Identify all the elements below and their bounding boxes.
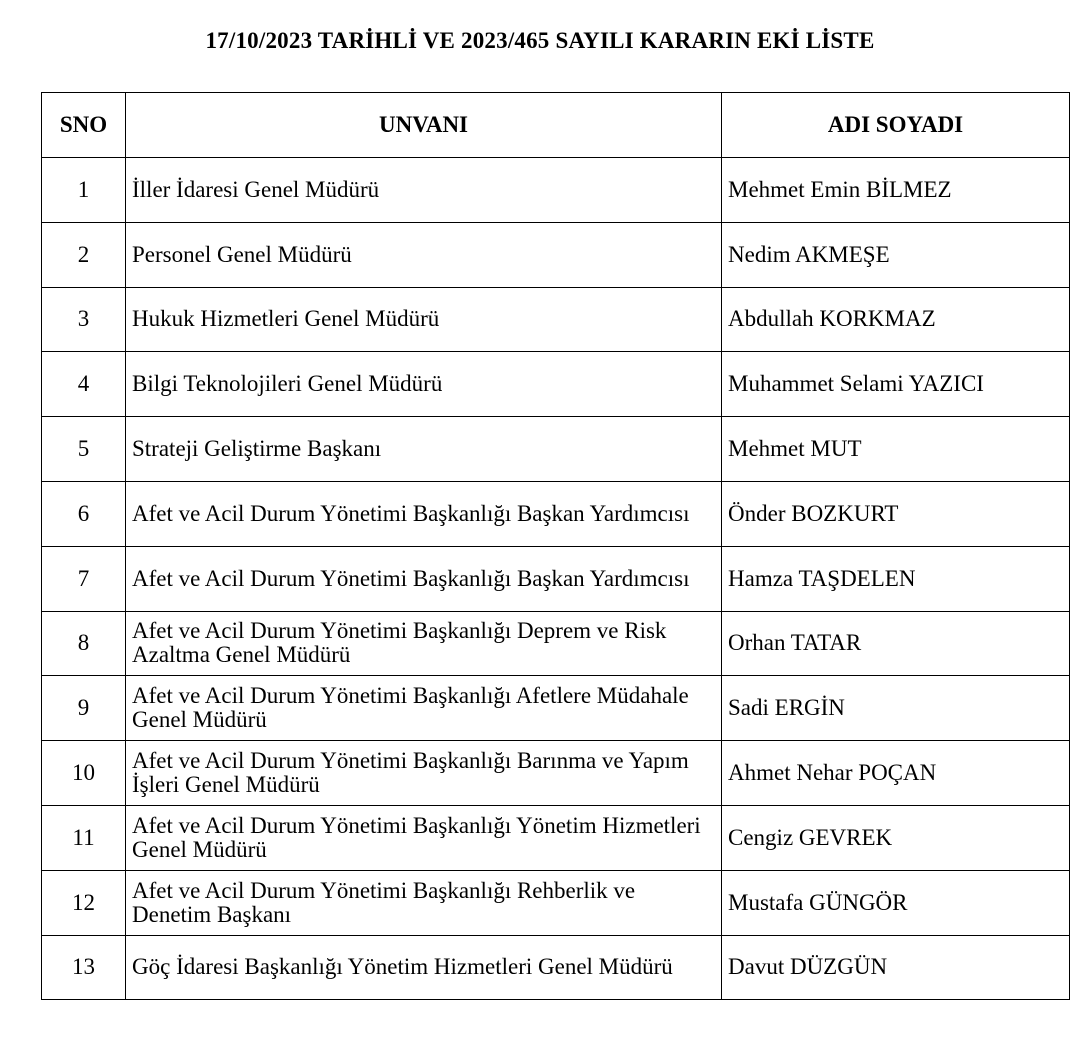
table-row	[42, 805, 1070, 870]
table-row	[42, 158, 1070, 223]
row-adi-soyadi: Abdullah KORKMAZ	[722, 287, 1070, 352]
row-sno: 10	[42, 741, 126, 806]
table-row	[42, 417, 1070, 482]
table-row	[42, 611, 1070, 676]
header-sno: SNO	[42, 93, 126, 158]
row-unvani: Afet ve Acil Durum Yönetimi Başkanlığı Yönetim Hizmetleri Genel Müdürü	[126, 805, 722, 870]
row-unvani: Afet ve Acil Durum Yönetimi Başkanlığı Başkan Yardımcısı	[126, 546, 722, 611]
row-sno: 7	[42, 546, 126, 611]
row-adi-soyadi: Muhammet Selami YAZICI	[722, 352, 1070, 417]
row-sno: 4	[42, 352, 126, 417]
row-sno: 11	[42, 805, 126, 870]
table-row	[42, 741, 1070, 806]
row-sno: 8	[42, 611, 126, 676]
row-unvani: Hukuk Hizmetleri Genel Müdürü	[126, 287, 722, 352]
appointment-list-table	[41, 92, 1070, 1000]
table-row	[42, 935, 1070, 1000]
row-adi-soyadi: Mehmet Emin BİLMEZ	[722, 158, 1070, 223]
row-unvani: Afet ve Acil Durum Yönetimi Başkanlığı Deprem ve Risk Azaltma Genel Müdürü	[126, 611, 722, 676]
header-unvani: UNVANI	[126, 93, 722, 158]
row-adi-soyadi: Sadi ERGİN	[722, 676, 1070, 741]
row-adi-soyadi: Hamza TAŞDELEN	[722, 546, 1070, 611]
row-sno: 1	[42, 158, 126, 223]
row-adi-soyadi: Orhan TATAR	[722, 611, 1070, 676]
row-unvani: Afet ve Acil Durum Yönetimi Başkanlığı Afetlere Müdahale Genel Müdürü	[126, 676, 722, 741]
row-unvani: Afet ve Acil Durum Yönetimi Başkanlığı Rehberlik ve Denetim Başkanı	[126, 870, 722, 935]
header-adi-soyadi: ADI SOYADI	[722, 93, 1070, 158]
row-unvani: Personel Genel Müdürü	[126, 222, 722, 287]
row-adi-soyadi: Mehmet MUT	[722, 417, 1070, 482]
row-unvani: İller İdaresi Genel Müdürü	[126, 158, 722, 223]
row-adi-soyadi: Cengiz GEVREK	[722, 805, 1070, 870]
row-sno: 13	[42, 935, 126, 1000]
row-unvani: Afet ve Acil Durum Yönetimi Başkanlığı Başkan Yardımcısı	[126, 481, 722, 546]
table-row	[42, 676, 1070, 741]
table-row	[42, 287, 1070, 352]
table-row	[42, 870, 1070, 935]
row-adi-soyadi: Nedim AKMEŞE	[722, 222, 1070, 287]
row-adi-soyadi: Davut DÜZGÜN	[722, 935, 1070, 1000]
row-adi-soyadi: Ahmet Nehar POÇAN	[722, 741, 1070, 806]
table-row	[42, 352, 1070, 417]
row-sno: 5	[42, 417, 126, 482]
row-unvani: Bilgi Teknolojileri Genel Müdürü	[126, 352, 722, 417]
row-adi-soyadi: Önder BOZKURT	[722, 481, 1070, 546]
row-sno: 2	[42, 222, 126, 287]
row-adi-soyadi: Mustafa GÜNGÖR	[722, 870, 1070, 935]
table-row	[42, 481, 1070, 546]
document-title: 17/10/2023 TARİHLİ VE 2023/465 SAYILI KARARIN EKİ LİSTE	[205, 28, 875, 53]
table-header-row	[42, 93, 1070, 158]
row-sno: 9	[42, 676, 126, 741]
table-row	[42, 546, 1070, 611]
row-sno: 3	[42, 287, 126, 352]
row-sno: 12	[42, 870, 126, 935]
row-sno: 6	[42, 481, 126, 546]
row-unvani: Afet ve Acil Durum Yönetimi Başkanlığı Barınma ve Yapım İşleri Genel Müdürü	[126, 741, 722, 806]
row-unvani: Göç İdaresi Başkanlığı Yönetim Hizmetleri Genel Müdürü	[126, 935, 722, 1000]
row-unvani: Strateji Geliştirme Başkanı	[126, 417, 722, 482]
table-row	[42, 222, 1070, 287]
